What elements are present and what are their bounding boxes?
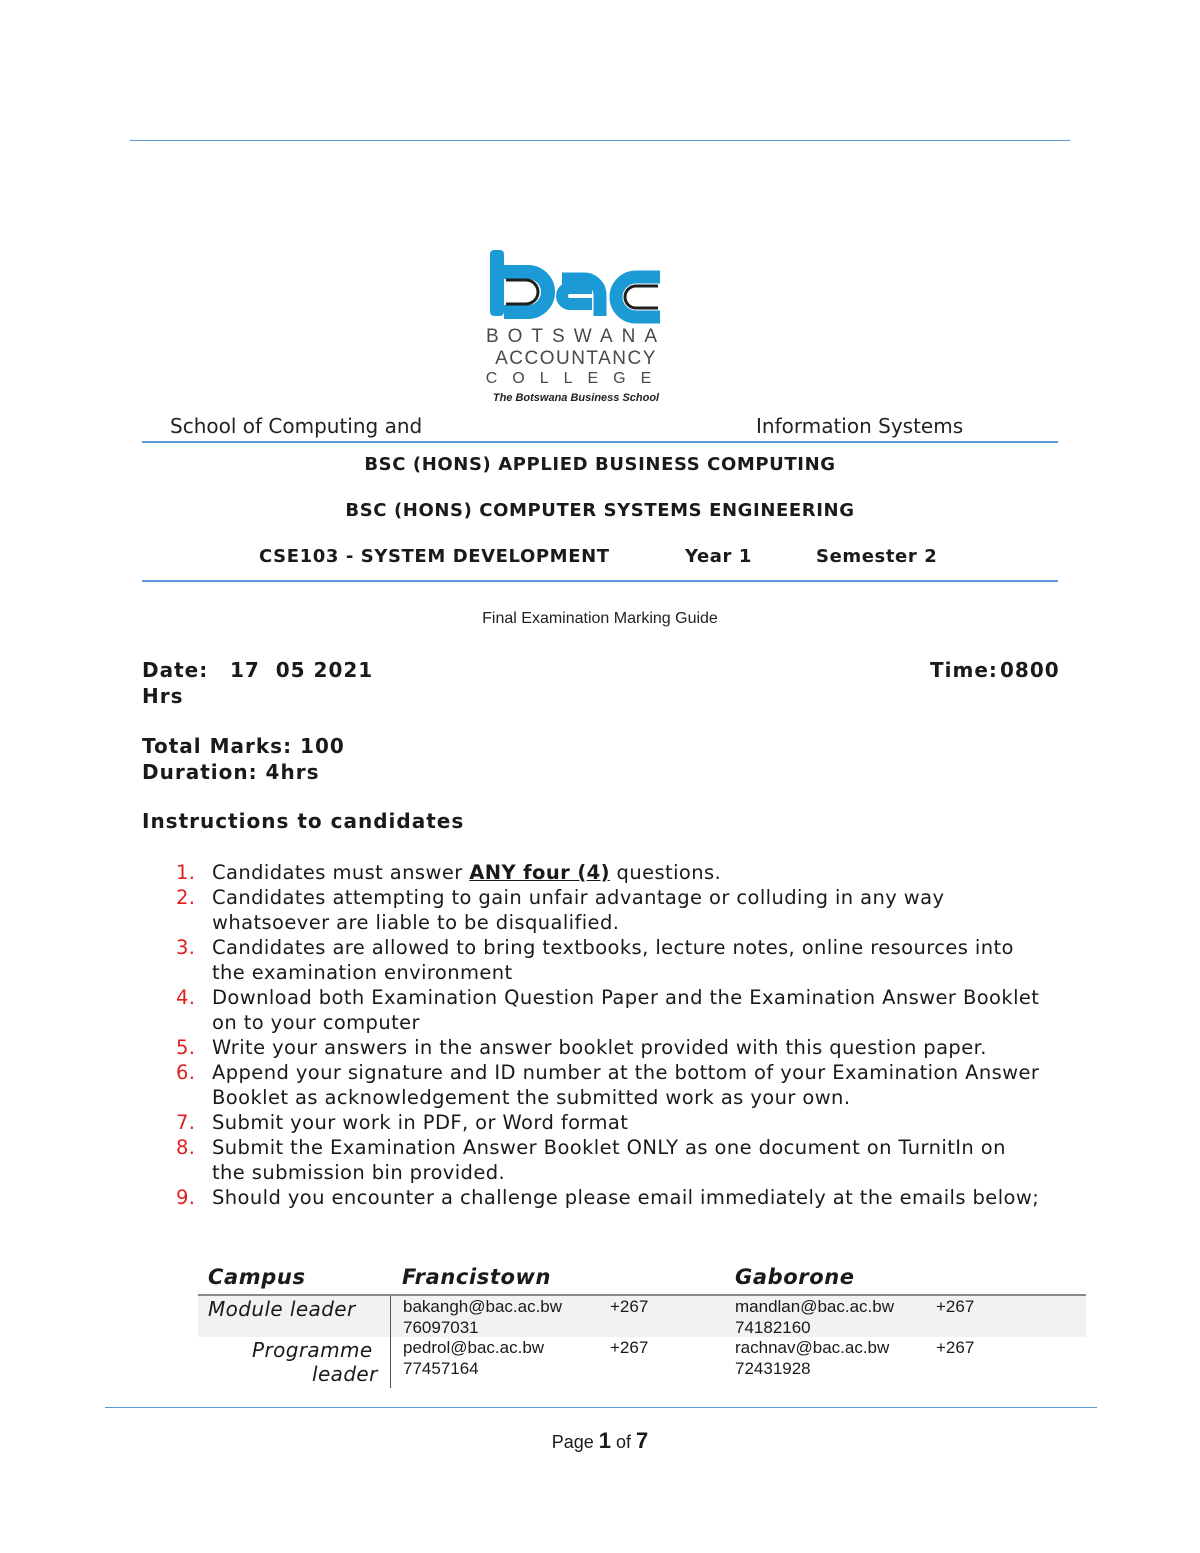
instruction-item [142, 860, 1042, 885]
course-year: Year 1 [685, 546, 753, 567]
ft-programme-email: pedrol@bac.ac.bw [403, 1338, 545, 1357]
page-total: 7 [636, 1428, 649, 1453]
instruction-number: 8. [176, 1136, 196, 1159]
row-label-programme-leader-1: Programme [252, 1338, 373, 1362]
top-rule [130, 140, 1070, 141]
of-word: of [616, 1432, 632, 1452]
page-footer [0, 1428, 1200, 1454]
gb-programme-number: 72431928 [735, 1359, 811, 1378]
instruction-text: Should you encounter a challenge please email immediately at the emails below; [212, 1186, 1040, 1209]
logo-tagline: The Botswana Business School [492, 392, 660, 404]
instruction-item [142, 1110, 1042, 1135]
footer-rule [105, 1407, 1097, 1408]
time-label: Time: [930, 658, 998, 682]
instructions-title: Instructions to candidates [142, 809, 465, 833]
total-marks: Total Marks: 100 [142, 734, 345, 758]
course-semester: Semester 2 [816, 546, 938, 567]
row-label-module-leader: Module leader [208, 1297, 356, 1321]
instruction-text: Submit your work in PDF, or Word format [212, 1111, 629, 1134]
instruction-item [142, 935, 1042, 985]
instruction-text: Candidates must answer [212, 861, 470, 884]
time-value: 0800 [1000, 658, 1060, 682]
instruction-number: 3. [176, 936, 196, 959]
instruction-item [142, 985, 1042, 1035]
school-name-left: School of Computing and [170, 414, 423, 438]
instruction-item [142, 885, 1042, 935]
instruction-number: 6. [176, 1061, 196, 1084]
duration: Duration: 4hrs [142, 760, 320, 784]
page-word: Page [551, 1432, 594, 1452]
instruction-text: Download both Examination Question Paper and the Examination Answer Booklet on to your computer [212, 986, 1040, 1034]
course-title: CSE103 - SYSTEM DEVELOPMENT [259, 546, 610, 567]
programme-title-2: BSC (HONS) COMPUTER SYSTEMS ENGINEERING [345, 500, 855, 521]
table-column-rule [390, 1296, 391, 1388]
instruction-number: 7. [176, 1111, 196, 1134]
date-value: 17 05 2021 [230, 658, 374, 682]
instruction-text: Candidates attempting to gain unfair advantage or colluding in any way whatsoever are liable to be disqualified. [212, 886, 945, 934]
table-header-gaborone: Gaborone [735, 1265, 855, 1289]
ft-module-code: +267 [610, 1297, 649, 1316]
instructions-list [142, 860, 1042, 1210]
row-label-programme-leader-2: leader [312, 1362, 378, 1386]
table-header-francistown: Francistown [402, 1265, 552, 1289]
course-rule [142, 580, 1058, 582]
ft-programme-number: 77457164 [403, 1359, 479, 1378]
instruction-number: 2. [176, 886, 196, 909]
gb-module-code: +267 [936, 1297, 975, 1316]
logo-line-accountancy: ACCOUNTANCY [495, 348, 657, 369]
instruction-item [142, 1135, 1042, 1185]
instruction-number: 4. [176, 986, 196, 1009]
school-name-right: Information Systems [756, 414, 964, 438]
bac-logo-mark [484, 246, 668, 326]
page-number: 1 [598, 1428, 611, 1453]
guide-title: Final Examination Marking Guide [482, 610, 718, 627]
instruction-text: Submit the Examination Answer Booklet ONLY as one document on TurnitIn on the submission bin provided. [212, 1136, 1006, 1184]
table-header-campus: Campus [208, 1265, 306, 1289]
ft-module-number: 76097031 [403, 1318, 479, 1337]
instruction-item [142, 1060, 1042, 1110]
logo-line-botswana: BOTSWANA [485, 326, 667, 347]
instruction-item [142, 1035, 1042, 1060]
instruction-text: Candidates are allowed to bring textbooks, lecture notes, online resources into the examination environment [212, 936, 1014, 984]
gb-programme-email: rachnav@bac.ac.bw [735, 1338, 890, 1357]
ft-module-email: bakangh@bac.ac.bw [403, 1297, 563, 1316]
instruction-number: 1. [176, 861, 196, 884]
instruction-emphasis: ANY four (4) [469, 861, 610, 884]
instruction-number: 9. [176, 1186, 196, 1209]
gb-module-email: mandlan@bac.ac.bw [735, 1297, 895, 1316]
header-rule [142, 441, 1058, 443]
hrs-label: Hrs [142, 684, 184, 708]
instruction-text: questions. [609, 861, 722, 884]
gb-module-number: 74182160 [735, 1318, 811, 1337]
instruction-item [142, 1185, 1042, 1210]
gb-programme-code: +267 [936, 1338, 975, 1357]
instruction-text: Write your answers in the answer booklet provided with this question paper. [212, 1036, 987, 1059]
logo-line-college: COLLEGE [485, 370, 667, 387]
instruction-number: 5. [176, 1036, 196, 1059]
instruction-text: Append your signature and ID number at the bottom of your Examination Answer Booklet as acknowledgement the submitted work as your own. [212, 1061, 1040, 1109]
college-logo [484, 246, 668, 406]
date-label: Date: [142, 658, 209, 682]
programme-title-1: BSC (HONS) APPLIED BUSINESS COMPUTING [364, 454, 836, 475]
ft-programme-code: +267 [610, 1338, 649, 1357]
